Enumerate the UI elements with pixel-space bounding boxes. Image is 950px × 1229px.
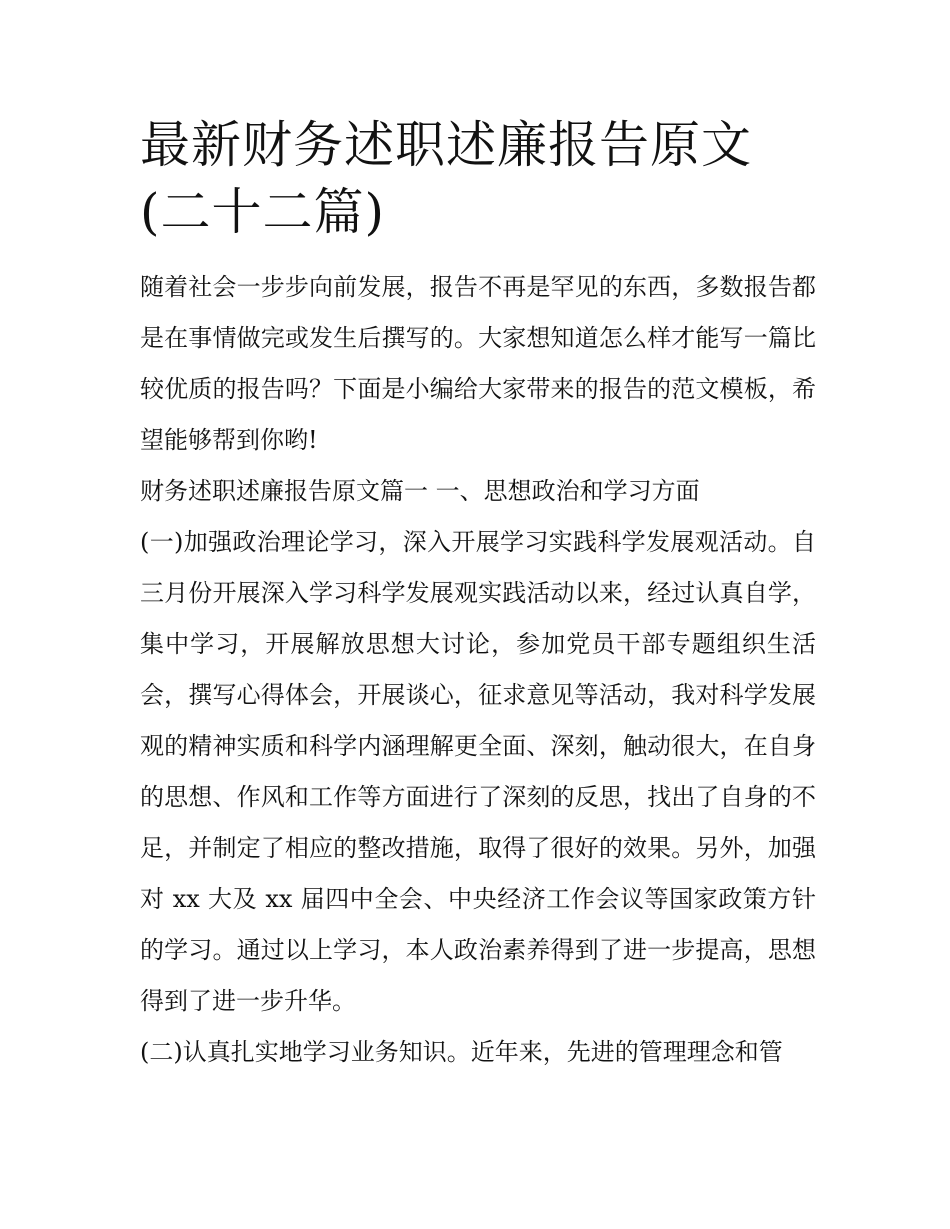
section-heading: 财务述职述廉报告原文篇一 一、思想政治和学习方面 <box>140 477 700 505</box>
body-paragraph-2: (二)认真扎实地学习业务知识。近年来，先进的管理理念和管 <box>140 1038 783 1066</box>
document-title: 最新财务述职述廉报告原文(二十二篇) <box>140 116 752 241</box>
document-body <box>140 112 816 1078</box>
body-paragraph-1: (一)加强政治理论学习，深入开展学习实践科学发展观活动。自三月份开展深入学习科学发展观实践活动以来，经过认真自学，集中学习，开展解放思想大讨论，参加党员干部专题组织生活会，撰写心得体会，开展谈心，征求意见等活动，我对科学发展观的精神实质和科学内涵理解更全面、深刻，触动很大，在自身的思想、作风和工作等方面进行了深刻的反思，找出了自身的不足，并制定了相应的整改措施，取得了很好的效果。另外，加强对 xx 大及 xx 届四中全会、中央经济工作会议等国家政策方针的学习。通过以上学习，本人政治素养得到了进一步提高，思想得到了进一步升华。 <box>140 528 816 1015</box>
intro-paragraph: 随着社会一步步向前发展，报告不再是罕见的东西，多数报告都是在事情做完或发生后撰写的。大家想知道怎么样才能写一篇比较优质的报告吗？下面是小编给大家带来的报告的范文模板，希望能够帮到你哟! <box>140 273 816 454</box>
